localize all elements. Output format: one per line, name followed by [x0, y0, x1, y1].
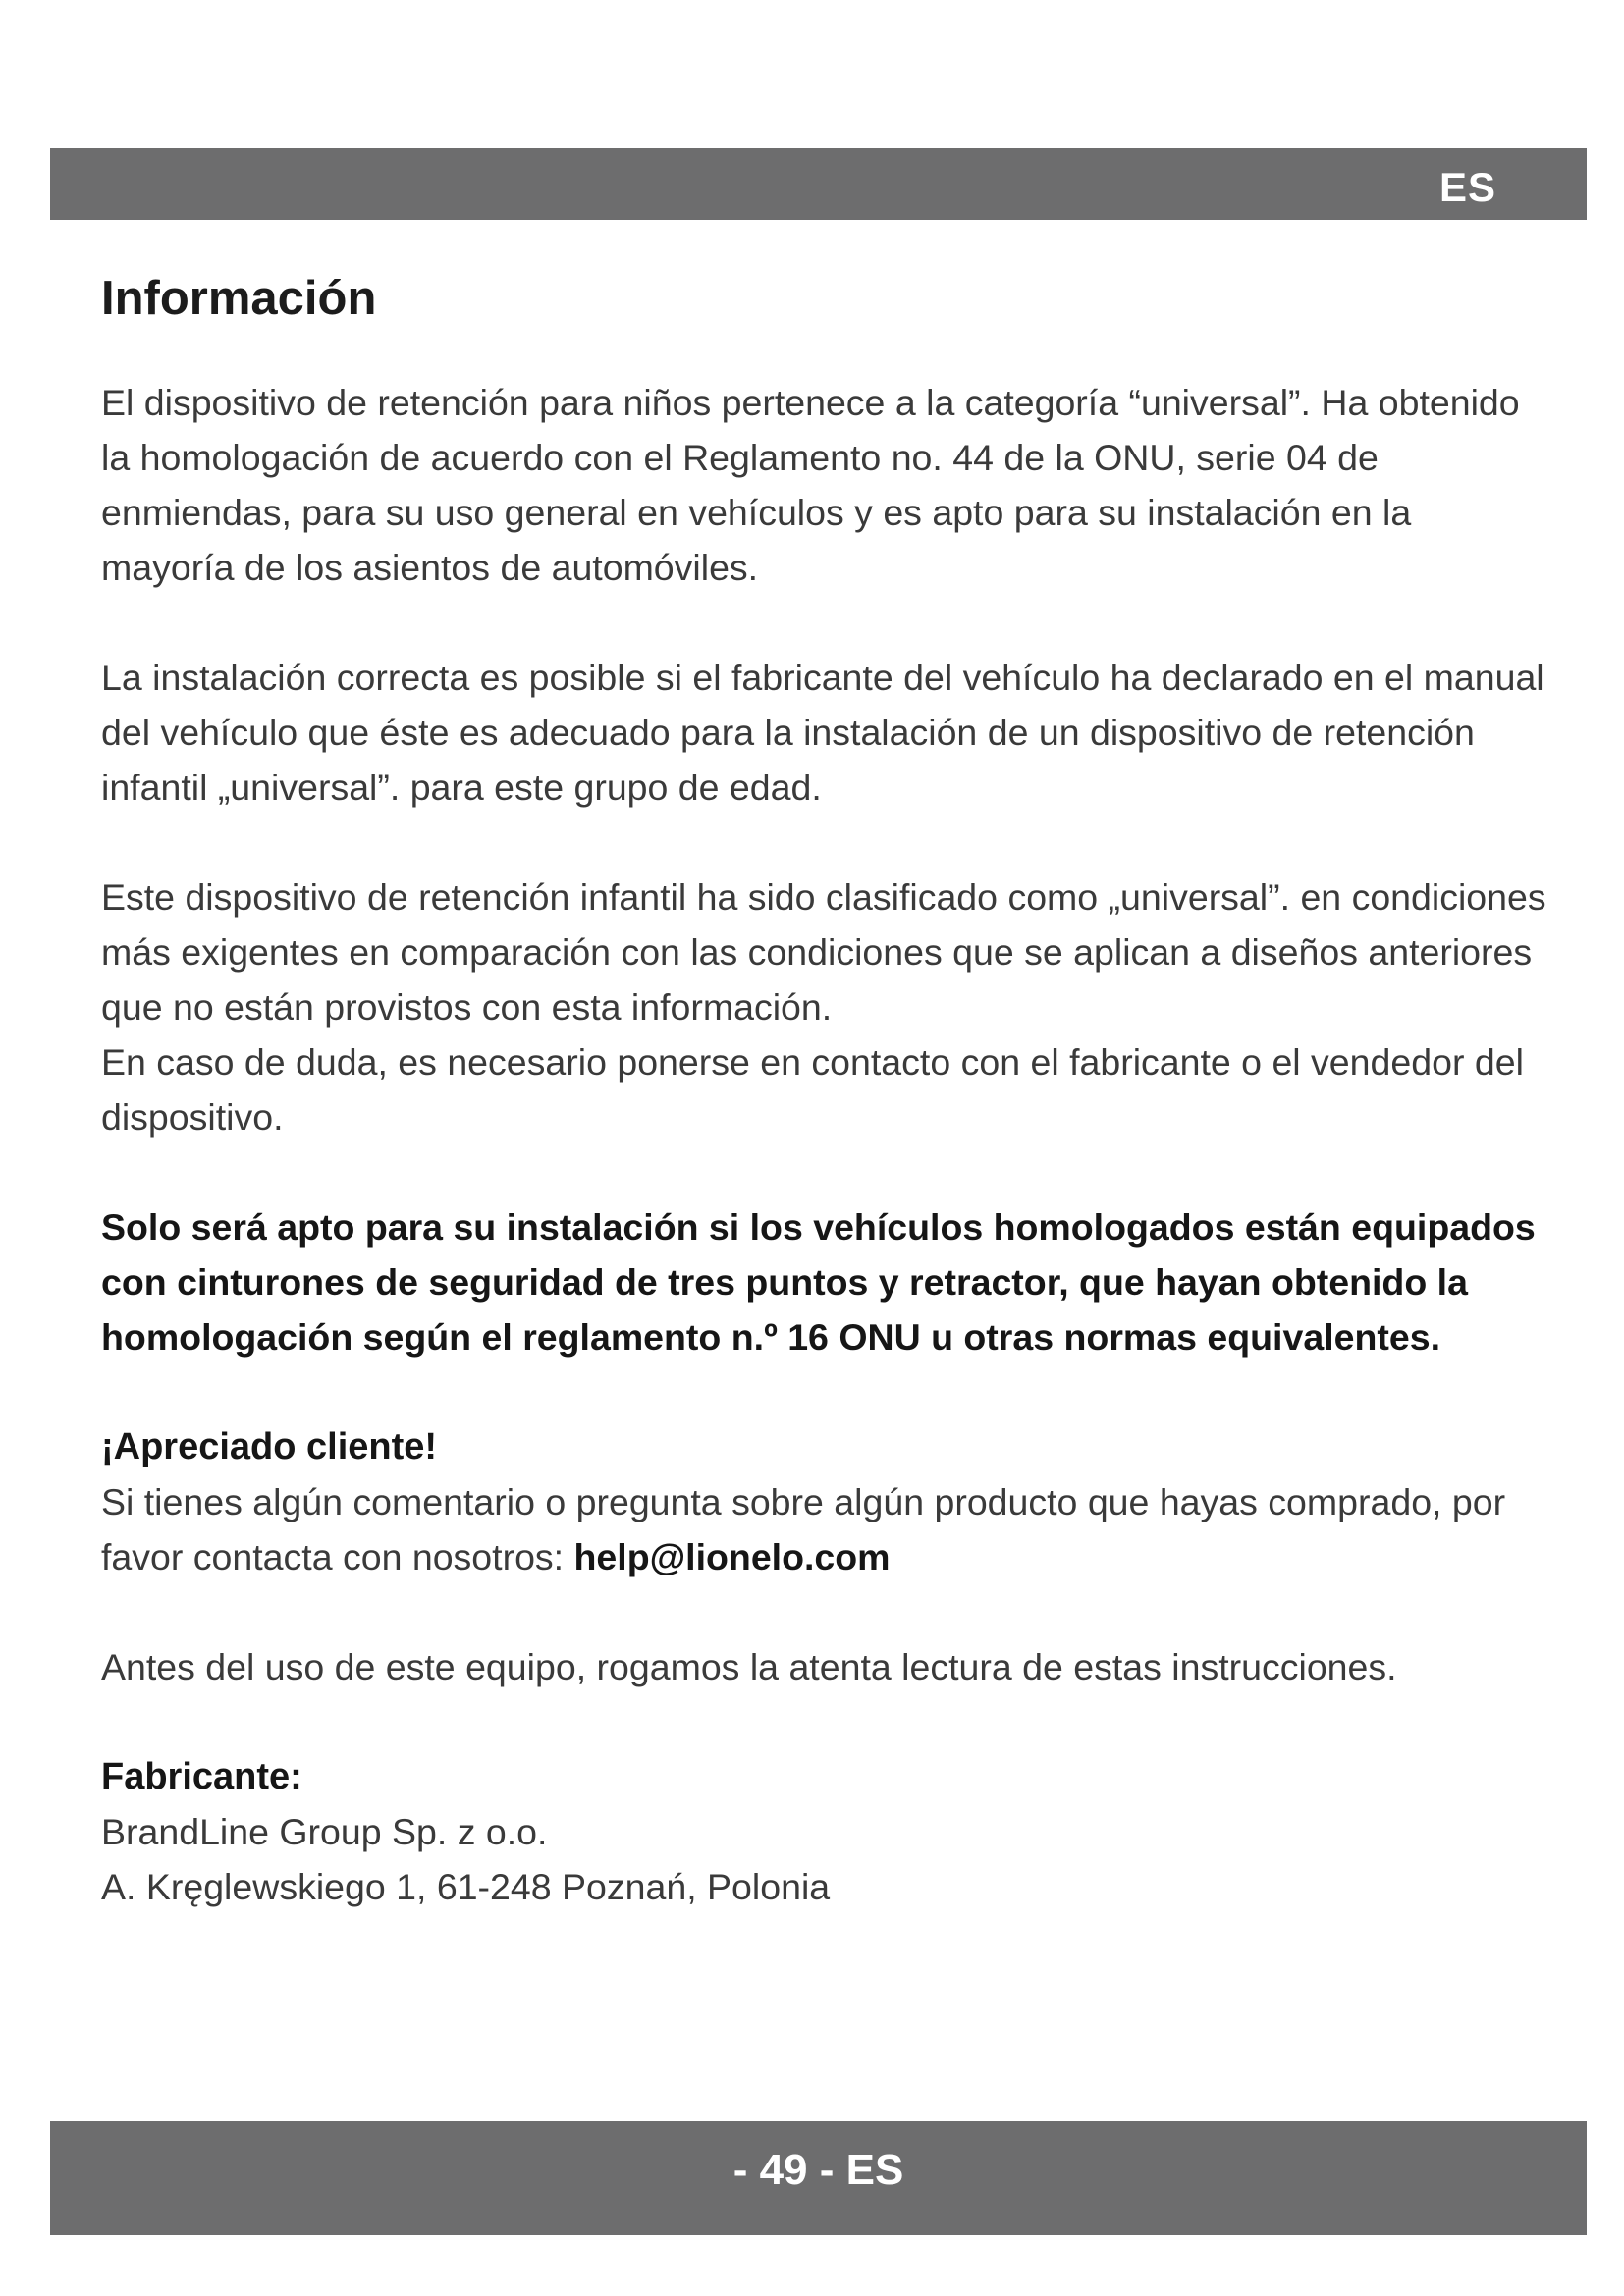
language-label: ES	[1438, 164, 1496, 210]
manufacturer-name: BrandLine Group Sp. z o.o.	[101, 1811, 548, 1852]
spacer	[101, 815, 1554, 870]
support-email-link[interactable]: help@lionelo.com	[573, 1536, 891, 1577]
paragraph-installation: La instalación correcta es posible si el fabricante del vehículo ha declarado en el manual del vehículo que éste es adecuado para la instalación de un dispositivo de retención infantil „universal”. para este grupo de edad.	[101, 657, 1544, 808]
manufacturer-address: A. Kręglewskiego 1, 61-248 Poznań, Polonia	[101, 1866, 831, 1907]
header-bar	[50, 148, 1587, 220]
customer-message: Si tienes algún comentario o pregunta sobre algún producto que hayas comprado, por favor contacta con nosotros:	[101, 1481, 1506, 1577]
footer-bar	[50, 2121, 1587, 2235]
manufacturer-heading: Fabricante:	[101, 1756, 302, 1797]
spacer	[101, 1364, 1554, 1419]
spacer	[101, 1145, 1554, 1200]
document-body	[101, 263, 1554, 1914]
customer-heading: ¡Apreciado cliente!	[101, 1426, 438, 1468]
page-title: Información	[101, 272, 377, 325]
warning-text: Solo será apto para su instalación si los vehículos homologados están equipados con cinturones de seguridad de tres puntos y retractor, que hayan obtenido la homologación según el reglamento n.º 16 ONU u otras normas equivalentes.	[101, 1206, 1536, 1358]
spacer	[101, 334, 1554, 375]
paragraph-contact-doubt: En caso de duda, es necesario ponerse en contacto con el fabricante o el vendedor del dispositivo.	[101, 1041, 1524, 1138]
paragraph-category: El dispositivo de retención para niños pertenece a la categoría “universal”. Ha obtenido la homologación de acuerdo con el Reglamento no. 44 de la ONU, serie 04 de enmiendas, para su uso general en vehículos y es apto para su instalación en la mayoría de los asientos de automóviles.	[101, 382, 1520, 588]
instructions-note: Antes del uso de este equipo, rogamos la atenta lectura de estas instrucciones.	[101, 1646, 1397, 1687]
paragraph-classification: Este dispositivo de retención infantil ha sido clasificado como „universal”. en condiciones más exigentes en comparación con las condiciones que se aplican a diseños anteriores que no están provistos con esta información.	[101, 877, 1546, 1028]
customer-text	[101, 1474, 1554, 1584]
spacer	[101, 1694, 1554, 1749]
spacer	[101, 595, 1554, 650]
page-number: - 49 - ES	[732, 2146, 904, 2194]
spacer	[101, 1584, 1554, 1639]
